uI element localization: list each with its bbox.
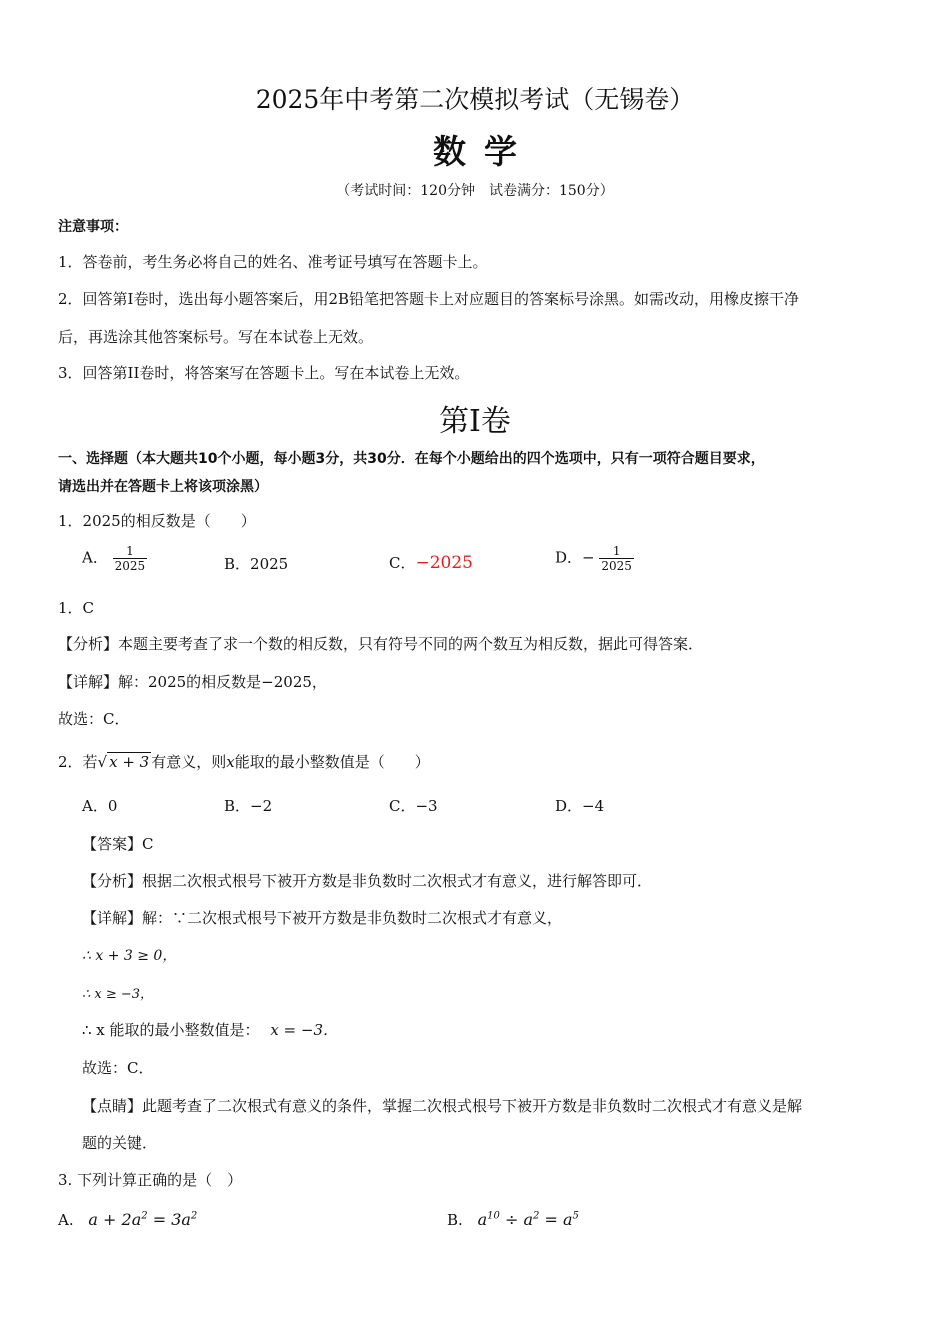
section-title: 第I卷 — [439, 404, 511, 439]
q2-stem-radicand: x + 3 — [109, 753, 150, 771]
q1-option-b: B．2025 — [224, 555, 289, 573]
q3-option-b-expression: $a^{10} \div a^2 = a^5$ — [477, 1210, 579, 1229]
section-instruction-1: 一、选择题（本大题共10个小题，每小题3分，共30分．在每个小题给出的四个选项中，只有一项符合题目要求， — [58, 451, 765, 467]
q1-option-c-value: −2025 — [415, 553, 473, 573]
q1-analysis: 【分析】本题主要考查了求一个数的相反数，只有符号不同的两个数互为相反数，据此可得答案． — [58, 635, 704, 653]
q1-option-d-numerator: 1 — [599, 544, 634, 559]
q2-step-3-value: x = −3． — [270, 1021, 339, 1039]
q1-option-a-denominator: 2025 — [114, 559, 146, 573]
q1-choose: 故选：C． — [58, 710, 130, 728]
q2-comment-1: 【点睛】此题考查了二次根式有意义的条件，掌握二次根式根号下被开方数是非负数时二次根式才有意义是解 — [82, 1097, 803, 1115]
q1-option-c — [389, 552, 473, 573]
q1-option-c-label: C． — [389, 554, 416, 572]
q2-choose: 故选：C． — [82, 1059, 154, 1077]
q2-option-c: C．−3 — [389, 797, 438, 815]
q2-stem-prefix: 2．若 — [58, 753, 98, 771]
q1-option-d-denominator: 2025 — [601, 559, 632, 573]
q2-answer: 【答案】C — [82, 835, 154, 853]
q3-option-b-label: B. — [447, 1211, 463, 1229]
q1-option-d-fraction — [599, 544, 634, 573]
q2-step-1: ∴ x + 3 ≥ 0， — [82, 948, 177, 964]
q3-option-a — [58, 1210, 197, 1229]
note-item-2b: 后，再选涂其他答案标号。写在本试卷上无效。 — [58, 328, 374, 346]
notes-heading: 注意事项： — [58, 219, 128, 235]
q2-stem — [58, 751, 430, 772]
q1-option-d — [555, 544, 634, 573]
q1-detail: 【详解】解：2025的相反数是−2025， — [58, 673, 327, 691]
note-item-3: 3．回答第II卷时，将答案写在答题卡上。写在本试卷上无效。 — [58, 364, 470, 382]
q3-option-a-label: A. — [58, 1211, 74, 1229]
q2-option-d: D．−4 — [555, 797, 605, 815]
q2-option-a: A．0 — [82, 797, 118, 815]
note-item-2a: 2．回答第I卷时，选出每小题答案后，用2B铅笔把答题卡上对应题目的答案标号涂黑。如需改动，用橡皮擦干净 — [58, 290, 800, 308]
q1-option-a — [82, 544, 147, 573]
q1-option-d-label: D．− — [555, 548, 595, 567]
subject-title: 数学 — [433, 132, 535, 171]
section-instruction-2: 请选出并在答题卡上将该项涂黑） — [58, 479, 268, 495]
q1-stem: 1．2025的相反数是（ ） — [58, 512, 256, 530]
q1-option-a-numerator: 1 — [113, 544, 148, 559]
q3-option-b — [447, 1210, 579, 1229]
q1-answer: 1．C — [58, 599, 95, 617]
q2-step-2: ∴ x ≥ −3， — [82, 987, 154, 1002]
q3-option-a-expression: $a + 2a^2 = 3a^2$ — [88, 1210, 198, 1229]
q2-analysis: 【分析】根据二次根式根号下被开方数是非负数时二次根式才有意义，进行解答即可． — [82, 872, 653, 890]
q2-step-3-text: ∴ x 能取的最小整数值是： — [82, 1021, 260, 1039]
q2-detail: 【详解】解：∵二次根式根号下被开方数是非负数时二次根式才有意义， — [82, 909, 563, 927]
q1-option-a-label: A． — [82, 548, 108, 567]
q2-stem-variable: x — [226, 753, 235, 771]
q2-stem-suffix: 能取的最小整数值是（ ） — [234, 753, 430, 771]
q2-stem-middle: 有意义，则 — [151, 753, 227, 771]
q2-option-b: B．−2 — [224, 797, 273, 815]
sqrt-symbol: √ — [97, 753, 108, 771]
q2-step-3 — [82, 1019, 338, 1040]
q3-stem: 3. 下列计算正确的是（ ） — [58, 1171, 243, 1189]
q1-option-a-fraction — [113, 544, 148, 573]
exam-title: 2025年中考第二次模拟考试（无锡卷） — [255, 85, 695, 114]
note-item-1: 1．答卷前，考生务必将自己的姓名、准考证号填写在答题卡上。 — [58, 253, 488, 271]
exam-meta: （考试时间：120分钟 试卷满分：150分） — [336, 183, 614, 199]
q2-comment-2: 题的关键． — [82, 1134, 158, 1152]
